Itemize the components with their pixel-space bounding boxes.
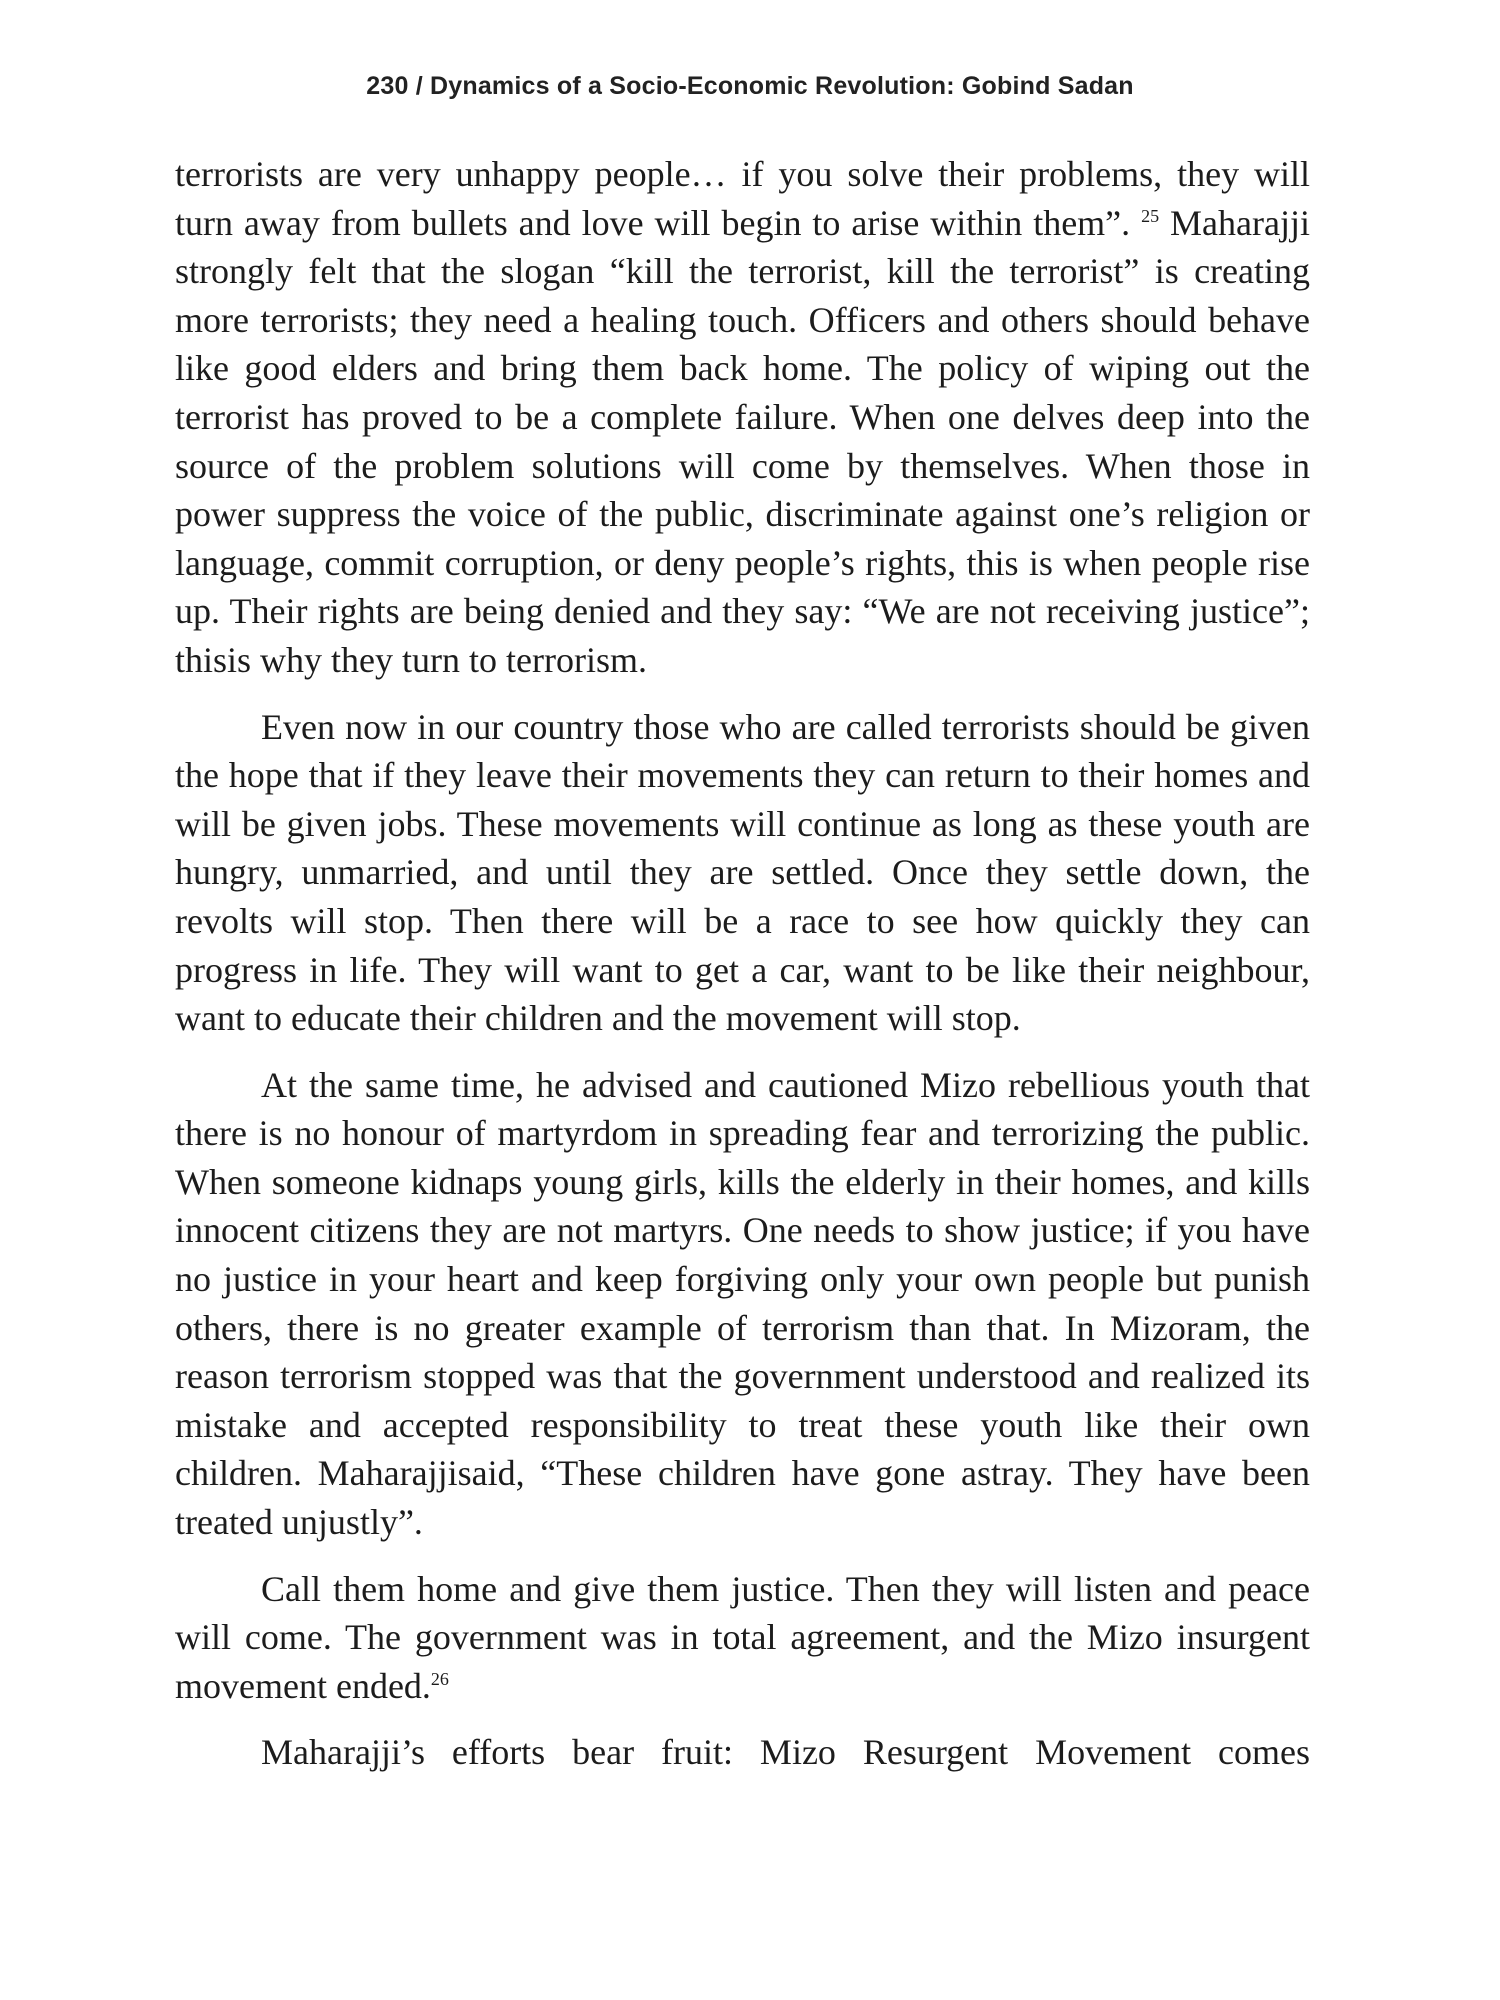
paragraph-4-text: Call them home and give them justice. Then they will listen and peace will come. The government was in total agreement, and the Mizo insurgent movement ended.	[175, 1568, 1310, 1706]
paragraph-4	[175, 1565, 1310, 1711]
running-head: 230 / Dynamics of a Socio-Economic Revolution: Gobind Sadan	[366, 72, 1134, 100]
paragraph-1	[175, 150, 1310, 685]
paragraph-1-text-end: Maharajji strongly felt that the slogan “kill the terrorist, kill the terrorist” is creating more terrorists; they need a healing touch. Officers and others should behave like good elders and bring them back home. The policy of wiping out the terrorist has proved to be a complete failure. When one delves deep into the source of the problem solutions will come by themselves. When those in power suppress the voice of the public, discriminate against one’s religion or language, commit corruption, or deny people’s rights, this is when people rise up. Their rights are being denied and they say: “We are not receiving justice”; thisis why they turn to terrorism.	[175, 202, 1310, 680]
footnote-ref-25: 25	[1141, 205, 1160, 226]
paragraph-1-text-start: terrorists are very unhappy people… if you solve their problems, they will turn away from bullets and love will begin to arise within them”.	[175, 154, 1310, 243]
paragraph-3: At the same time, he advised and cautioned Mizo rebellious youth that there is no honour of martyrdom in spreading fear and terrorizing the public. When someone kidnaps young girls, kills the elderly in their homes, and kills innocent citizens they are not martyrs. One needs to show justice; if you have no justice in your heart and keep forgiving only your own people but punish others, there is no greater example of terrorism than that. In Mizoram, the reason terrorism stopped was that the government understood and realized its mistake and accepted responsibility to treat these youth like their own children. Maharajjisaid, “These children have gone astray. They have been treated unjustly”.	[175, 1064, 1310, 1543]
body-text	[175, 150, 1310, 1795]
paragraph-2: Even now in our country those who are called terrorists should be given the hope that if they leave their movements they can return to their homes and will be given jobs. These movements will continue as long as these youth are hungry, unmarried, and until they are settled. Once they settle down, the revolts will stop. Then there will be a race to see how quickly they can progress in life. They will want to get a car, want to be like their neighbour, want to educate their children and the movement will stop.	[175, 706, 1310, 1039]
paragraph-5: Maharajji’s efforts bear fruit: Mizo Resurgent Movement comes	[261, 1732, 1310, 1773]
footnote-ref-26: 26	[430, 1668, 449, 1689]
